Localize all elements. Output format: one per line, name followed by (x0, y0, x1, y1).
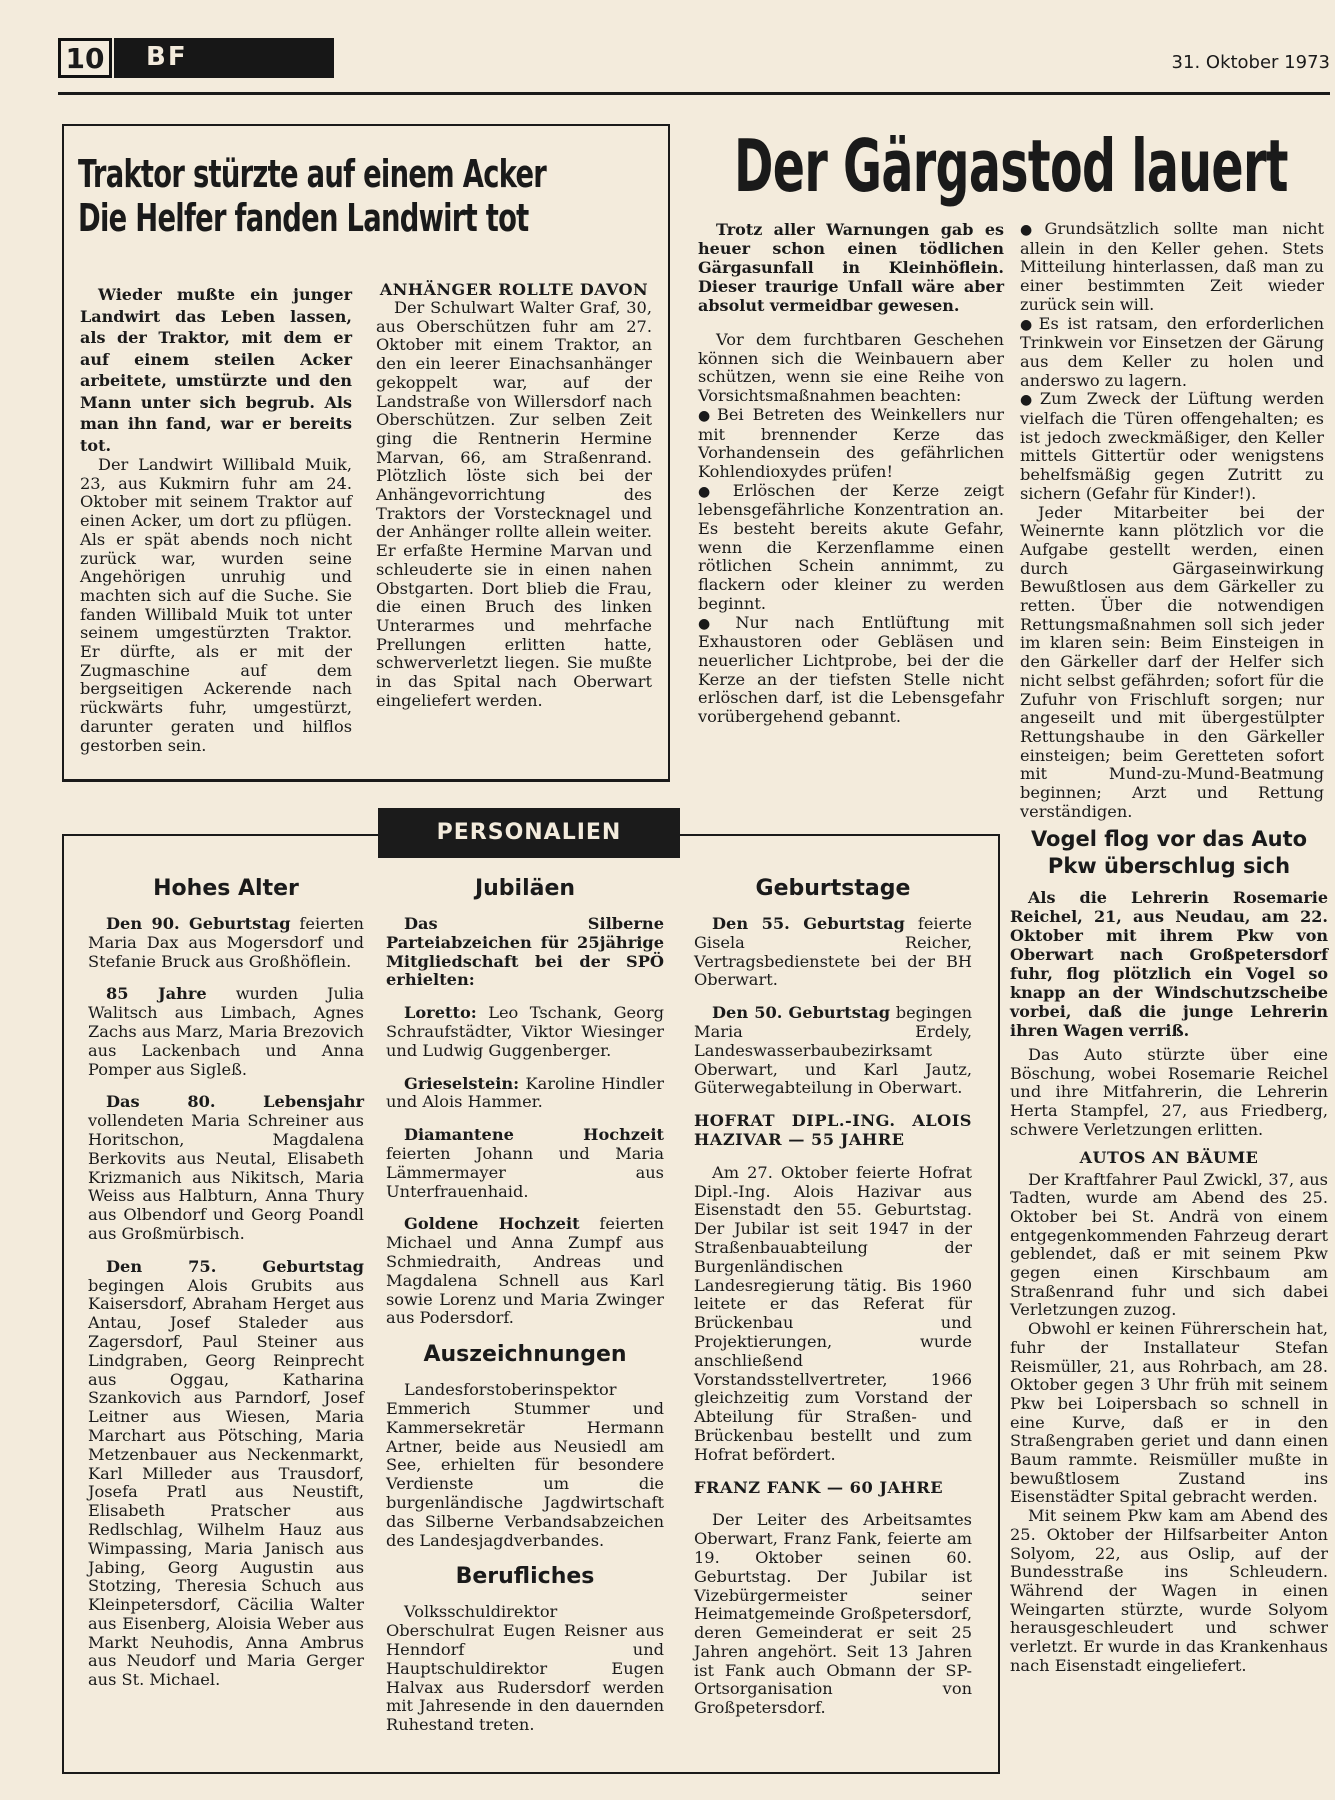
headline-line2: Die Helfer fanden Landwirt tot (78, 196, 529, 240)
article2-lead: Trotz aller Warnungen gab es heuer schon einen tödlichen Gärgasunfall in Kleinhöflein. Dieser traurige Unfall wäre aber absolut vermeidbar gewesen. (698, 220, 1004, 315)
bullet-icon: ● (1020, 392, 1037, 409)
article2-bullets-b (1020, 220, 1324, 504)
page-number: 10 (65, 42, 105, 75)
masthead (58, 38, 1330, 102)
bullet-icon: ● (698, 407, 715, 424)
pers-entry: 85 Jahre wurden Julia Walitsch aus Limbach, Agnes Zachs aus Marz, Maria Brezovich aus Lackenbach und Anna Pomper aus Sigleß. (88, 984, 364, 1079)
section-label: BF (146, 42, 188, 72)
heading-auszeichnungen: Auszeichnungen (423, 1342, 627, 1368)
article3-p1: Das Auto stürzte über eine Böschung, wobei Rosemarie Reichel und ihre Mitfahrerin, die Lehrerin Herta Stampfel, 27, aus Friedberg, schwere Verletzungen erlitten. (1010, 1045, 1328, 1139)
pers-entry: Goldene Hochzeit feierten Michael und Anna Zumpf aus Schmiedraith, Andreas und Magdalena Schnell aus Karl sowie Lorenz und Maria Zwinger aus Podersdorf. (386, 1214, 664, 1328)
pers-entry: Den 55. Geburtstag feierte Gisela Reicher, Vertragsbedienstete bei der BH Oberwart. (694, 914, 973, 990)
subhead-hazivar: HOFRAT DIPL.-ING. ALOIS HAZIVAR — 55 JAHRE (694, 1111, 972, 1149)
bullet-icon: ● (698, 483, 730, 500)
pers-entry: Das Silberne Parteiabzeichen für 25jährige Mitgliedschaft bei der SPÖ erhielten: (386, 914, 664, 990)
subhead-fank: FRANZ FANK — 60 JAHRE (694, 1477, 944, 1497)
article-gaergas (690, 124, 1330, 821)
pers-entry: Das 80. Lebensjahr vollendeten Maria Schreiner aus Horitschon, Magdalena Berkovits aus Neutal, Elisabeth Krizmanich aus Nikitsch, Maria Weiss aus Halbturn, Anna Thury aus Olbendorf und Georg Poandl aus Großmürbisch. (88, 1092, 364, 1243)
headline-vogel (1010, 826, 1328, 880)
pers-entry: Loretto: Leo Tschank, Georg Schraufstädter, Viktor Wiesinger und Ludwig Guggenberger. (386, 1003, 664, 1060)
headline-vogel-line1: Vogel flog vor das Auto (1030, 827, 1308, 851)
page-number-box (58, 38, 112, 78)
article2-bullets-a (698, 406, 1004, 727)
article3-subhead: AUTOS AN BÄUME (1079, 1147, 1259, 1167)
bullet-item: ● Erlöschen der Kerze zeigt lebensgefährliche Konzentration an. Es besteht bereits akute Gefahr, wenn die Kerzenflamme einen rötlichen Schein annimmt, zu flackern oder kleiner zu werden beginnt. (698, 480, 1005, 613)
heading-hohes-alter: Hohes Alter (153, 876, 299, 901)
pers-entry: Der Leiter des Arbeitsamtes Oberwart, Franz Fank, feierte am 19. Oktober seinen 60. Geburtstag. Der Jubilar ist Vizebürgermeister seiner Heimatgemeinde Großpetersdorf, deren Gemeinderat er seit 25 Jahren angehört. Seit 13 Jahren ist Fank auch Obmann der SP-Ortsorganisation von Großpetersdorf. (694, 1510, 972, 1718)
headline-vogel-line2: Pkw überschlug sich (1047, 854, 1291, 878)
article3-p4: Mit seinem Pkw kam am Abend des 25. Oktober der Hilfsarbeiter Anton Solyom, 22, aus Oslip, auf der Bundesstraße ins Schleudern. Während der Wagen in einen Weingarten stürzte, wurde Solyom herausgeschleudert und schwer verletzt. Er wurde in das Krankenhaus nach Eisenstadt eingeliefert. (1010, 1506, 1328, 1675)
headline-gaergas: Der Gärgastod lauert (734, 124, 1288, 208)
article1-body: Der Landwirt Willibald Muik, 23, aus Kukmirn fuhr am 24. Oktober mit seinem Traktor auf einen Acker, um dort zu pflügen. Als er spät abends noch nicht zurück war, wurden seine Angehörigen unruhig und machten sich auf die Suche. Sie fanden Willibald Muik tot unter seinem umgestürzten Traktor. Er dürfte, als er mit der Zugmaschine auf dem bergseitigen Ackerende nach rückwärts fuhr, umgestürzt, darunter geraten und hilflos gestorben sein. (80, 455, 352, 755)
bullet-icon: ● (1020, 222, 1042, 238)
pers-entry: Grieselstein: Karoline Hindler und Alois Hammer. (386, 1073, 664, 1112)
article2-col1 (698, 220, 1004, 727)
article3-p2: Der Kraftfahrer Paul Zwickl, 37, aus Tadten, wurde am Abend des 25. Oktober bei St. Andrä von einem entgegenkommenden Fahrzeug derart geblendet, daß er mit seinem Pkw gegen einen Kirschbaum am Straßenrand fuhr und sich dabei Verletzungen zuzog. (1010, 1169, 1328, 1320)
masthead-rule (58, 92, 1330, 95)
article2-col2 (1020, 220, 1324, 822)
article2-intro: Vor dem furchtbaren Geschehen können sich die Weinbauern aber schützen, wenn sie eine Reihe von Vorsichtsmaßnahmen beachten: (698, 330, 1004, 406)
personalien-col1 (88, 876, 364, 1704)
headline-line1: Traktor stürzte auf einem Acker (78, 152, 547, 196)
bullet-item: ● Es ist ratsam, den erforderlichen Trinkwein vor Einsetzen der Gärung aus dem Keller zu holen und anderswo zu lagern. (1020, 313, 1325, 390)
article1-col1 (80, 284, 352, 755)
bullet-item: ● Nur nach Entlüftung mit Exhaustoren oder Gebläsen und neuerlicher Lichtprobe, bei der die Kerze an der tiefsten Stelle nicht erlöschen darf, ist die Lebensgefahr vorübergehend gebannt. (698, 612, 1004, 727)
pers-entry: Am 27. Oktober feierte Hofrat Dipl.-Ing. Alois Hazivar aus Eisenstadt den 55. Geburtstag. Der Jubilar ist seit 1947 in der Straßenbauabteilung der Burgenländischen Landesregierung tätig. Bis 1960 leitete er das Referat für Brückenbau und Projektierungen, wurde anschließend Vorstandsstellvertreter, 1966 gleichzeitig zum Vorstand der Abteilung für Straßen- und Brückenbau bestellt und zum Hofrat befördert. (694, 1162, 972, 1464)
bullet-icon: ● (698, 615, 733, 632)
pers-entry: Den 75. Geburtstag begingen Alois Grubits aus Kaisersdorf, Abraham Herget aus Antau, Josef Staleder aus Zagersdorf, Paul Steiner aus Lindgraben, Georg Reinprecht aus Oggau, Katharina Szankovich aus Parndorf, Josef Leitner aus Wiesen, Maria Marchart aus Pötsching, Maria Metzenbauer aus Neckenmarkt, Karl Milleder aus Trausdorf, Josefa Pratl aus Neustift, Elisabeth Pratscher aus Redlschlag, Wilhelm Hauz aus Wimpassing, Maria Janisch aus Jabing, Georg Augustin aus Stotzing, Theresia Schuch aus Kleinpetersdorf, Cäcilia Walter aus Eisenberg, Aloisia Weber aus Markt Neuhodis, Anna Ambrus aus Neudorf und Maria Gerger aus St. Michael. (88, 1256, 364, 1690)
pers-entry: Den 50. Geburtstag begingen Maria Erdely, Landeswasserbaubezirksamt Oberwart, und Karl Jautz, Güterwegabteilung in Oberwart. (694, 1003, 973, 1098)
pers-entry: Diamantene Hochzeit feierten Johann und Maria Lämmermayer aus Unterfrauenhaid. (386, 1125, 664, 1201)
article3-lead: Als die Lehrerin Rosemarie Reichel, 21, aus Neudau, am 22. Oktober mit ihrem Pkw von Oberwart nach Großpetersdorf fuhr, flog plötzlich ein Vogel so knapp an der Windschutzscheibe vorbei, daß die junge Lehrerin ihren Wagen verriß. (1010, 888, 1328, 1040)
article1-lead: Wieder mußte ein junger Landwirt das Leben lassen, als der Traktor, mit dem er auf einem steilen Acker arbeitete, umstürzte und den Mann unter sich begrub. Als man ihn fand, war er bereits tot. (80, 285, 352, 455)
personalien-banner (378, 808, 680, 858)
headline-traktor (78, 152, 658, 240)
article1-body2: Der Schulwart Walter Graf, 30, aus Oberschützen fuhr am 27. Oktober mit einem Traktor, an den ein leerer Einachsanhänger gekoppelt war, auf der Landstraße von Willersdorf nach Oberschützen. Zur selben Zeit ging die Rentnerin Hermine Marvan, 66, am Straßenrand. Plötzlich löste sich bei der Anhängevorrichtung des Traktors der Vorstecknagel und der Anhänger rollte allein weiter. Er erfaßte Hermine Marvan und schleuderte sie in einen nahen Obstgarten. Dort blieb die Frau, die einen Bruch des linken Unterarmes und mehrfache Prellungen erlitten hatte, schwerverletzt liegen. Sie mußte in das Spital nach Oberwart eingeliefert werden. (376, 298, 652, 710)
heading-jubilaeen: Jubiläen (474, 876, 576, 901)
heading-geburtstage: Geburtstage (755, 876, 911, 901)
pers-entry: Volksschuldirektor Oberschulrat Eugen Reisner aus Henndorf und Hauptschuldirektor Eugen Halvax aus Rudersdorf werden mit Jahresende in den dauernden Ruhestand treten. (386, 1602, 664, 1735)
article2-closing: Jeder Mitarbeiter bei der Weinernte kann plötzlich vor die Aufgabe gestellt werden, einen durch Gärgaseinwirkung Bewußtlosen aus dem Gärkeller zu retten. Über die notwendigen Rettungsmaßnahmen soll sich jeder im klaren sein: Beim Einsteigen in den Gärkeller darf der Helfer sich nicht selbst gefährden; sofort für die Zufuhr von Frischluft sorgen; nur angeseilt und mit übergestülpter Rettungshaube in den Gärkeller einsteigen; beim Geretteten sofort mit Mund-zu-Mund-Beatmung beginnen; Arzt und Rettung verständigen. (1020, 502, 1324, 821)
article3-p3: Obwohl er keinen Führerschein hat, fuhr der Installateur Stefan Reismüller, 21, aus Rohrbach, am 28. Oktober gegen 3 Uhr früh mit seinem Pkw bei Loipersbach so schnell in eine Kurve, daß er in den Straßengraben geriet und dann einen Baum rammte. Reismüller mußte in bewußtlosem Zustand ins Eisenstädter Spital gebracht werden. (1010, 1319, 1328, 1507)
bullet-item: ● Zum Zweck der Lüftung werden vielfach die Türen offengehalten; es ist jedoch zweckmäßiger, den Keller mittels Gittertür oder wenigstens behelfsmäßig gegen Zutritt zu sichern (Gefahr für Kinder!). (1020, 389, 1324, 503)
pers-entry: Den 90. Geburtstag feierten Maria Dax aus Mogersdorf und Stefanie Bruck aus Großhöflein. (88, 914, 364, 971)
personalien-col2 (386, 876, 664, 1749)
bullet-item: ● Bei Betreten des Weinkellers nur mit brennender Kerze das Vorhandensein des gefährlichen Kohlendioxydes prüfen! (698, 404, 1005, 481)
section-bar (114, 38, 334, 78)
article1-col2 (376, 280, 652, 710)
bullet-item: ● Grundsätzlich sollte man nicht allein in den Keller gehen. Stets Mitteilung hinterlassen, daß man zu einer bestimmten Zeit wieder zurück sein will. (1020, 219, 1324, 314)
personalien-col3 (694, 876, 972, 1732)
heading-berufliches: Berufliches (455, 1564, 595, 1590)
article1-subhead: ANHÄNGER ROLLTE DAVON (379, 280, 649, 299)
bullet-icon: ● (1020, 316, 1036, 333)
pers-entry: Landesforstoberinspektor Emmerich Stummer und Kammersekretär Hermann Artner, beide aus Neusiedl am See, erhielten für besondere Verdienste um die burgenländische Jagdwirtschaft das Silberne Verbandsabzeichen des Landesjagdverbandes. (386, 1380, 664, 1550)
personalien-banner-label: PERSONALIEN (436, 820, 622, 845)
article-traktor (62, 124, 670, 782)
article-vogel (1010, 826, 1328, 1786)
issue-date: 31. Oktober 1973 (1171, 52, 1330, 73)
article3-body (1010, 888, 1328, 1676)
